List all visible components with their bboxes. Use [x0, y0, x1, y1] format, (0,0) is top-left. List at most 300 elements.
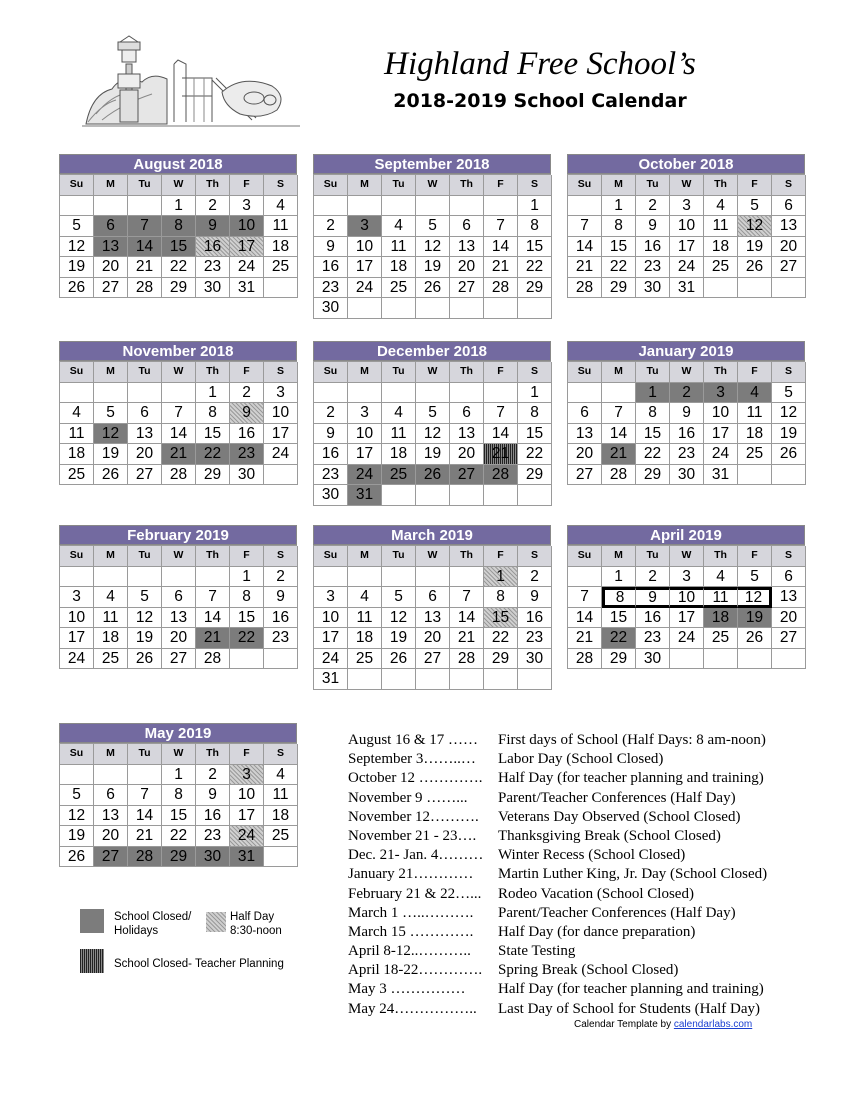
weekday-header: F — [484, 362, 518, 383]
day-cell: 25 — [382, 465, 416, 486]
month-day-grid — [313, 174, 551, 319]
day-cell: 10 — [348, 424, 382, 445]
weekday-header: W — [162, 744, 196, 765]
empty-day-cell — [128, 196, 162, 217]
day-cell: 18 — [60, 444, 94, 465]
day-cell: 29 — [196, 465, 230, 486]
month-day-grid — [567, 361, 805, 485]
event-row — [348, 789, 818, 808]
weekday-header: S — [518, 362, 552, 383]
event-row — [348, 904, 818, 923]
day-cell: 24 — [60, 649, 94, 670]
day-cell: 28 — [162, 465, 196, 486]
legend-teacher-label: School Closed- Teacher Planning — [114, 958, 284, 970]
event-row — [348, 808, 818, 827]
weekday-header: Th — [450, 362, 484, 383]
day-cell: 10 — [670, 587, 704, 608]
day-cell: 19 — [128, 628, 162, 649]
day-cell: 1 — [518, 383, 552, 404]
day-cell: 9 — [518, 587, 552, 608]
day-cell: 11 — [382, 237, 416, 258]
weekday-header: Tu — [382, 175, 416, 196]
day-cell: 5 — [382, 587, 416, 608]
day-cell: 18 — [348, 628, 382, 649]
day-cell: 27 — [568, 465, 602, 486]
day-cell: 12 — [738, 216, 772, 237]
day-cell: 28 — [196, 649, 230, 670]
day-cell: 4 — [382, 216, 416, 237]
month-calendar — [567, 525, 805, 669]
day-cell: 25 — [704, 628, 738, 649]
month-day-grid — [59, 545, 297, 669]
month-title: November 2018 — [59, 341, 297, 361]
day-cell: 26 — [738, 257, 772, 278]
event-row — [348, 961, 818, 980]
day-cell: 23 — [518, 628, 552, 649]
day-cell: 18 — [94, 628, 128, 649]
empty-day-cell — [230, 649, 264, 670]
day-cell: 4 — [704, 196, 738, 217]
day-cell: 7 — [128, 216, 162, 237]
event-date: September 3……..… — [348, 751, 476, 768]
weekday-header: W — [416, 546, 450, 567]
day-cell: 19 — [416, 257, 450, 278]
day-cell: 4 — [94, 587, 128, 608]
day-cell: 28 — [128, 847, 162, 868]
empty-day-cell — [264, 847, 298, 868]
day-cell: 20 — [772, 237, 806, 258]
day-cell: 17 — [670, 608, 704, 629]
month-calendar — [567, 154, 805, 298]
day-cell: 20 — [772, 608, 806, 629]
weekday-header: F — [230, 175, 264, 196]
day-cell: 5 — [94, 403, 128, 424]
empty-day-cell — [382, 298, 416, 319]
day-cell: 26 — [94, 465, 128, 486]
empty-day-cell — [94, 567, 128, 588]
weekday-header: Tu — [128, 362, 162, 383]
day-cell: 20 — [94, 826, 128, 847]
empty-day-cell — [94, 765, 128, 786]
legend-closed-swatch — [80, 909, 104, 933]
day-cell: 31 — [348, 485, 382, 506]
day-cell: 15 — [518, 237, 552, 258]
day-cell: 30 — [636, 278, 670, 299]
event-date: November 12………. — [348, 808, 479, 825]
day-cell: 11 — [264, 785, 298, 806]
day-cell: 1 — [518, 196, 552, 217]
day-cell: 24 — [230, 826, 264, 847]
day-cell: 9 — [636, 216, 670, 237]
month-day-grid — [59, 743, 297, 867]
day-cell: 17 — [230, 806, 264, 827]
empty-day-cell — [60, 765, 94, 786]
credit-prefix: Calendar Template by — [574, 1019, 674, 1030]
empty-day-cell — [128, 765, 162, 786]
event-date: November 21 - 23…. — [348, 827, 477, 844]
weekday-header: Th — [450, 546, 484, 567]
month-title: May 2019 — [59, 723, 297, 743]
day-cell: 25 — [382, 278, 416, 299]
weekday-header: Su — [60, 744, 94, 765]
day-cell: 29 — [636, 465, 670, 486]
empty-day-cell — [704, 649, 738, 670]
day-cell: 18 — [738, 424, 772, 445]
day-cell: 2 — [670, 383, 704, 404]
day-cell: 4 — [60, 403, 94, 424]
day-cell: 27 — [94, 847, 128, 868]
calendarlabs-link[interactable]: calendarlabs.com — [673, 1019, 753, 1030]
day-cell: 17 — [230, 237, 264, 258]
day-cell: 26 — [128, 649, 162, 670]
day-cell: 19 — [60, 826, 94, 847]
event-row — [348, 942, 818, 961]
day-cell: 22 — [162, 257, 196, 278]
day-cell: 13 — [128, 424, 162, 445]
day-cell: 20 — [94, 257, 128, 278]
day-cell: 5 — [738, 196, 772, 217]
day-cell: 26 — [382, 649, 416, 670]
day-cell: 24 — [230, 257, 264, 278]
weekday-header: Tu — [636, 362, 670, 383]
day-cell: 27 — [450, 465, 484, 486]
event-description: State Testing — [498, 943, 576, 960]
day-cell: 15 — [230, 608, 264, 629]
day-cell: 5 — [416, 403, 450, 424]
event-row — [348, 750, 818, 769]
day-cell: 1 — [230, 567, 264, 588]
day-cell: 24 — [704, 444, 738, 465]
day-cell: 5 — [60, 216, 94, 237]
empty-day-cell — [484, 196, 518, 217]
day-cell: 20 — [450, 257, 484, 278]
day-cell: 31 — [670, 278, 704, 299]
day-cell: 21 — [568, 628, 602, 649]
empty-day-cell — [264, 465, 298, 486]
weekday-header: Su — [60, 175, 94, 196]
weekday-header: M — [94, 175, 128, 196]
day-cell: 18 — [704, 237, 738, 258]
month-day-grid — [59, 174, 297, 298]
event-date: October 12 …………. — [348, 770, 483, 787]
day-cell: 26 — [416, 278, 450, 299]
day-cell: 30 — [314, 485, 348, 506]
event-description: Last Day of School for Students (Half Day) — [498, 1000, 761, 1017]
day-cell: 6 — [94, 216, 128, 237]
event-row — [348, 846, 818, 865]
day-cell: 14 — [568, 608, 602, 629]
day-cell: 5 — [772, 383, 806, 404]
day-cell: 11 — [704, 587, 738, 608]
empty-day-cell — [484, 298, 518, 319]
legend-half-label — [230, 910, 282, 938]
day-cell: 9 — [196, 216, 230, 237]
day-cell: 16 — [230, 424, 264, 445]
empty-day-cell — [416, 196, 450, 217]
day-cell: 1 — [162, 196, 196, 217]
weekday-header: Su — [568, 362, 602, 383]
day-cell: 17 — [60, 628, 94, 649]
legend — [80, 905, 340, 980]
event-description: Rodeo Vacation (School Closed) — [498, 885, 694, 902]
day-cell: 27 — [128, 465, 162, 486]
event-description: Labor Day (School Closed) — [498, 751, 664, 768]
day-cell: 12 — [128, 608, 162, 629]
day-cell: 16 — [196, 237, 230, 258]
day-cell: 11 — [264, 216, 298, 237]
weekday-header: S — [264, 546, 298, 567]
day-cell: 17 — [264, 424, 298, 445]
day-cell: 12 — [772, 403, 806, 424]
empty-day-cell — [60, 383, 94, 404]
day-cell: 22 — [602, 628, 636, 649]
day-cell: 16 — [518, 608, 552, 629]
day-cell: 14 — [128, 806, 162, 827]
weekday-header: Tu — [636, 546, 670, 567]
day-cell: 3 — [264, 383, 298, 404]
day-cell: 20 — [128, 444, 162, 465]
weekday-header: Tu — [128, 175, 162, 196]
day-cell: 28 — [484, 278, 518, 299]
event-description: Spring Break (School Closed) — [498, 962, 679, 979]
day-cell: 8 — [162, 785, 196, 806]
day-cell: 14 — [128, 237, 162, 258]
day-cell: 24 — [348, 465, 382, 486]
empty-day-cell — [484, 485, 518, 506]
day-cell: 19 — [416, 444, 450, 465]
day-cell: 3 — [670, 196, 704, 217]
day-cell: 29 — [602, 649, 636, 670]
day-cell: 16 — [314, 257, 348, 278]
weekday-header: Th — [196, 744, 230, 765]
day-cell: 18 — [382, 444, 416, 465]
day-cell: 2 — [636, 567, 670, 588]
weekday-header: Th — [196, 546, 230, 567]
day-cell: 21 — [568, 257, 602, 278]
empty-day-cell — [416, 669, 450, 690]
day-cell: 13 — [772, 587, 806, 608]
event-row — [348, 980, 818, 999]
weekday-header: Tu — [128, 546, 162, 567]
day-cell: 13 — [94, 237, 128, 258]
school-name-title: Highland Free School’s — [384, 46, 696, 82]
empty-day-cell — [128, 567, 162, 588]
day-cell: 29 — [484, 649, 518, 670]
weekday-header: M — [602, 175, 636, 196]
day-cell: 25 — [738, 444, 772, 465]
day-cell: 13 — [162, 608, 196, 629]
day-cell: 25 — [264, 826, 298, 847]
day-cell: 5 — [60, 785, 94, 806]
day-cell: 10 — [60, 608, 94, 629]
day-cell: 6 — [450, 216, 484, 237]
weekday-header: Th — [704, 362, 738, 383]
empty-day-cell — [450, 669, 484, 690]
day-cell: 6 — [772, 567, 806, 588]
event-description: First days of School (Half Days: 8 am-noon) — [498, 732, 766, 748]
day-cell: 17 — [314, 628, 348, 649]
empty-day-cell — [314, 383, 348, 404]
empty-day-cell — [162, 567, 196, 588]
empty-day-cell — [450, 298, 484, 319]
day-cell: 29 — [162, 278, 196, 299]
day-cell: 17 — [348, 444, 382, 465]
day-cell: 23 — [636, 628, 670, 649]
weekday-header: F — [484, 546, 518, 567]
month-calendar — [59, 723, 297, 867]
weekday-header: F — [230, 744, 264, 765]
month-title: September 2018 — [313, 154, 551, 174]
empty-day-cell — [484, 669, 518, 690]
legend-closed-line1: School Closed/ — [114, 911, 192, 923]
empty-day-cell — [382, 669, 416, 690]
empty-day-cell — [416, 485, 450, 506]
legend-half-line2: 8:30-noon — [230, 925, 282, 937]
day-cell: 13 — [450, 424, 484, 445]
day-cell: 7 — [568, 216, 602, 237]
day-cell: 30 — [230, 465, 264, 486]
day-cell: 27 — [162, 649, 196, 670]
day-cell: 19 — [94, 444, 128, 465]
day-cell: 23 — [196, 257, 230, 278]
empty-day-cell — [382, 485, 416, 506]
day-cell: 13 — [450, 237, 484, 258]
day-cell: 28 — [568, 649, 602, 670]
empty-day-cell — [568, 567, 602, 588]
day-cell: 28 — [450, 649, 484, 670]
legend-closed-label — [114, 910, 191, 938]
empty-day-cell — [704, 278, 738, 299]
event-description: Martin Luther King, Jr. Day (School Closed) — [498, 866, 768, 883]
day-cell: 4 — [264, 765, 298, 786]
day-cell: 2 — [314, 403, 348, 424]
weekday-header: W — [162, 546, 196, 567]
day-cell: 14 — [484, 237, 518, 258]
day-cell: 2 — [196, 765, 230, 786]
day-cell: 19 — [772, 424, 806, 445]
day-cell: 9 — [196, 785, 230, 806]
template-credit — [574, 1019, 752, 1030]
empty-day-cell — [60, 196, 94, 217]
day-cell: 16 — [196, 806, 230, 827]
day-cell: 28 — [484, 465, 518, 486]
day-cell: 25 — [94, 649, 128, 670]
empty-day-cell — [382, 383, 416, 404]
day-cell: 14 — [484, 424, 518, 445]
day-cell: 8 — [518, 216, 552, 237]
day-cell: 22 — [230, 628, 264, 649]
day-cell: 31 — [230, 847, 264, 868]
event-row — [348, 769, 818, 788]
weekday-header: F — [484, 175, 518, 196]
day-cell: 12 — [60, 237, 94, 258]
event-description: Half Day (for dance preparation) — [498, 923, 696, 940]
empty-day-cell — [772, 465, 806, 486]
month-title: December 2018 — [313, 341, 551, 361]
weekday-header: Th — [196, 175, 230, 196]
weekday-header: W — [670, 362, 704, 383]
day-cell: 14 — [162, 424, 196, 445]
empty-day-cell — [568, 383, 602, 404]
month-title: February 2019 — [59, 525, 297, 545]
day-cell: 17 — [670, 237, 704, 258]
weekday-header: Th — [704, 546, 738, 567]
day-cell: 1 — [636, 383, 670, 404]
legend-half-line1: Half Day — [230, 911, 275, 923]
day-cell: 7 — [196, 587, 230, 608]
day-cell: 10 — [314, 608, 348, 629]
month-calendar — [567, 341, 805, 485]
month-calendar — [313, 341, 551, 506]
day-cell: 14 — [450, 608, 484, 629]
month-calendar — [59, 154, 297, 298]
day-cell: 17 — [348, 257, 382, 278]
weekday-header: S — [518, 175, 552, 196]
day-cell: 11 — [348, 608, 382, 629]
important-dates-list — [348, 731, 818, 1019]
empty-day-cell — [348, 298, 382, 319]
event-date: February 21 & 22…... — [348, 885, 482, 902]
day-cell: 11 — [704, 216, 738, 237]
event-date: April 18-22…………. — [348, 962, 483, 979]
day-cell: 27 — [416, 649, 450, 670]
weekday-header: F — [738, 175, 772, 196]
weekday-header: Su — [314, 362, 348, 383]
day-cell: 30 — [636, 649, 670, 670]
event-row — [348, 731, 818, 750]
day-cell: 29 — [162, 847, 196, 868]
weekday-header: M — [348, 546, 382, 567]
day-cell: 6 — [94, 785, 128, 806]
day-cell: 14 — [196, 608, 230, 629]
day-cell: 1 — [602, 196, 636, 217]
empty-day-cell — [518, 485, 552, 506]
month-title: August 2018 — [59, 154, 297, 174]
legend-half-swatch — [206, 912, 226, 932]
empty-day-cell — [416, 567, 450, 588]
empty-day-cell — [450, 485, 484, 506]
day-cell: 2 — [196, 196, 230, 217]
day-cell: 25 — [704, 257, 738, 278]
day-cell: 26 — [738, 628, 772, 649]
day-cell: 12 — [60, 806, 94, 827]
day-cell: 11 — [738, 403, 772, 424]
day-cell: 30 — [196, 847, 230, 868]
event-row — [348, 1000, 818, 1019]
day-cell: 6 — [416, 587, 450, 608]
event-date: August 16 & 17 …… — [348, 732, 479, 748]
day-cell: 8 — [602, 587, 636, 608]
empty-day-cell — [670, 649, 704, 670]
day-cell: 16 — [670, 424, 704, 445]
day-cell: 22 — [602, 257, 636, 278]
weekday-header: M — [94, 744, 128, 765]
day-cell: 18 — [704, 608, 738, 629]
day-cell: 9 — [264, 587, 298, 608]
day-cell: 24 — [670, 628, 704, 649]
day-cell: 22 — [636, 444, 670, 465]
empty-day-cell — [264, 278, 298, 299]
weekday-header: Su — [314, 546, 348, 567]
weekday-header: Tu — [382, 546, 416, 567]
day-cell: 29 — [518, 465, 552, 486]
day-cell: 18 — [264, 237, 298, 258]
event-date: May 24…………….. — [348, 1000, 477, 1017]
day-cell: 11 — [382, 424, 416, 445]
day-cell: 3 — [230, 196, 264, 217]
empty-day-cell — [484, 383, 518, 404]
weekday-header: M — [348, 362, 382, 383]
